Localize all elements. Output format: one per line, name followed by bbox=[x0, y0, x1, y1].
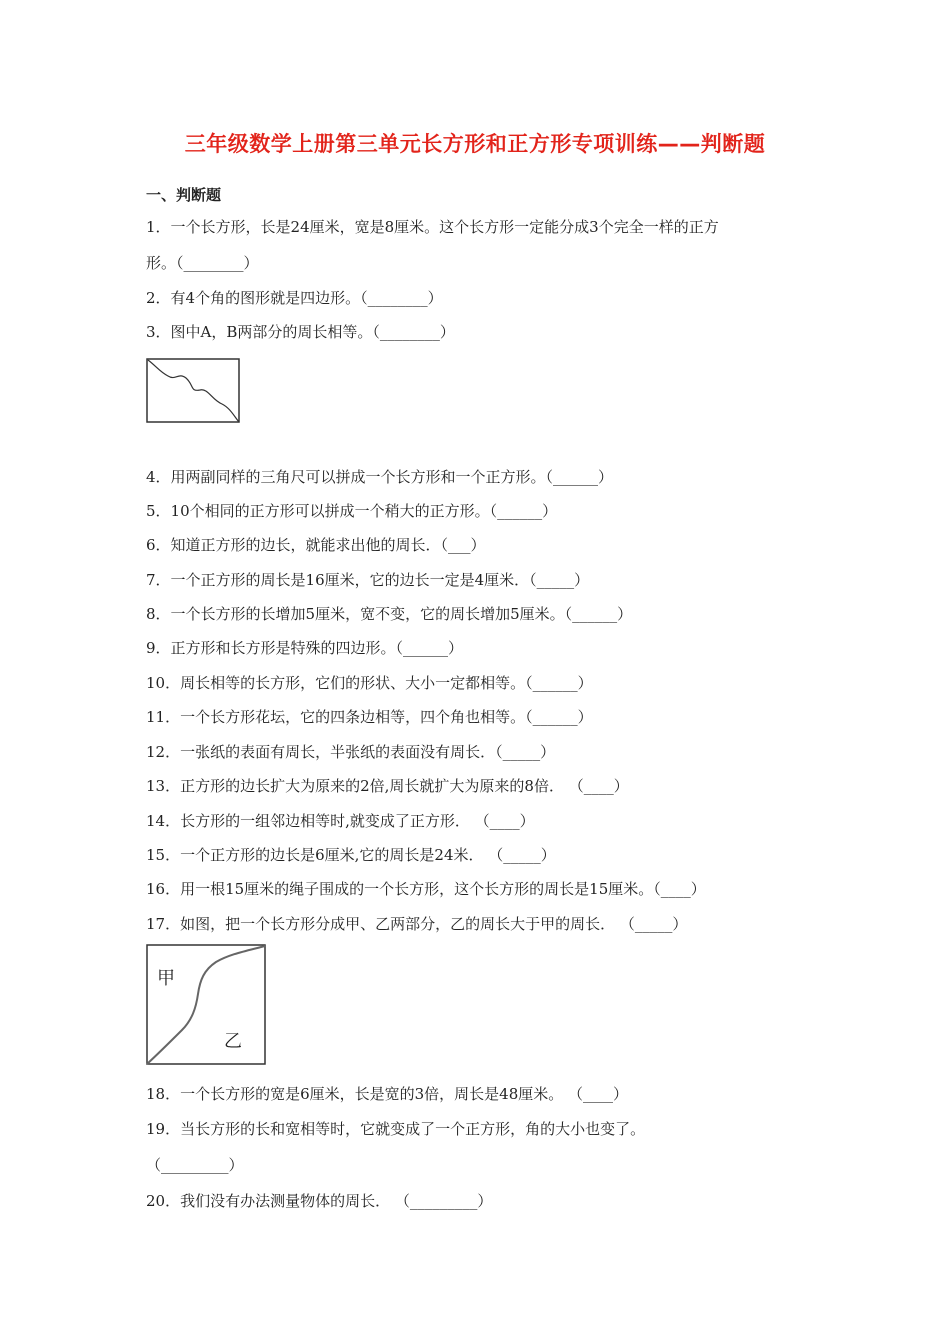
question-7: 7．一个正方形的周长是16厘米，它的边长一定是4厘米．（_____） bbox=[146, 571, 590, 589]
question-2: 2．有4个角的图形就是四边形。（________） bbox=[146, 289, 443, 307]
question-17: 17．如图，把一个长方形分成甲、乙两部分，乙的周长大于甲的周长． （_____） bbox=[146, 915, 688, 933]
figure-3-border bbox=[147, 359, 239, 422]
question-16: 16．用一根15厘米的绳子围成的一个长方形，这个长方形的周长是15厘米。（____） bbox=[146, 880, 706, 898]
question-13: 13．正方形的边长扩大为原来的2倍,周长就扩大为原来的8倍． （____） bbox=[146, 777, 629, 795]
question-19-line-1: 19．当长方形的长和宽相等时，它就变成了一个正方形，角的大小也变了。 bbox=[146, 1120, 646, 1138]
question-15: 15．一个正方形的边长是6厘米,它的周长是24米． （_____） bbox=[146, 846, 556, 864]
question-11: 11．一个长方形花坛，它的四条边相等，四个角也相等。（______） bbox=[146, 708, 593, 726]
question-8: 8．一个长方形的长增加5厘米，宽不变，它的周长增加5厘米。（______） bbox=[146, 605, 633, 623]
figure-17-label-jia: 甲 bbox=[157, 968, 175, 989]
question-19-line-2: （_________） bbox=[146, 1156, 244, 1174]
question-6: 6．知道正方形的边长，就能求出他的周长．（___） bbox=[146, 536, 486, 554]
question-1-line-1: 1．一个长方形，长是24厘米，宽是8厘米。这个长方形一定能分成3个完全一样的正方 bbox=[146, 218, 719, 236]
question-1-line-2: 形。（________） bbox=[146, 254, 259, 272]
question-3: 3．图中A，B两部分的周长相等。（________） bbox=[146, 323, 455, 341]
question-9: 9．正方形和长方形是特殊的四边形。（______） bbox=[146, 639, 464, 657]
question-20: 20．我们没有办法测量物体的周长． （_________） bbox=[146, 1192, 493, 1210]
question-5: 5．10个相同的正方形可以拼成一个稍大的正方形。（______） bbox=[146, 502, 558, 520]
question-12: 12．一张纸的表面有周长，半张纸的表面没有周长．（_____） bbox=[146, 743, 556, 761]
question-18: 18．一个长方形的宽是6厘米，长是宽的3倍，周长是48厘米。 （____） bbox=[146, 1085, 629, 1103]
figure-17-curve bbox=[147, 946, 265, 1064]
figure-17-rectangle bbox=[146, 944, 268, 1068]
question-14: 14．长方形的一组邻边相等时,就变成了正方形． （____） bbox=[146, 812, 535, 830]
figure-17-label-yi: 乙 bbox=[224, 1031, 242, 1052]
question-10: 10．周长相等的长方形，它们的形状、大小一定都相等。（______） bbox=[146, 674, 593, 692]
section-heading: 一、判断题 bbox=[146, 186, 222, 204]
question-4: 4．用两副同样的三角尺可以拼成一个长方形和一个正方形。（______） bbox=[146, 468, 614, 486]
figure-3-curve bbox=[148, 360, 239, 422]
page-title: 三年级数学上册第三单元长方形和正方形专项训练——判断题 bbox=[184, 132, 766, 156]
figure-3-rectangle bbox=[146, 358, 242, 426]
